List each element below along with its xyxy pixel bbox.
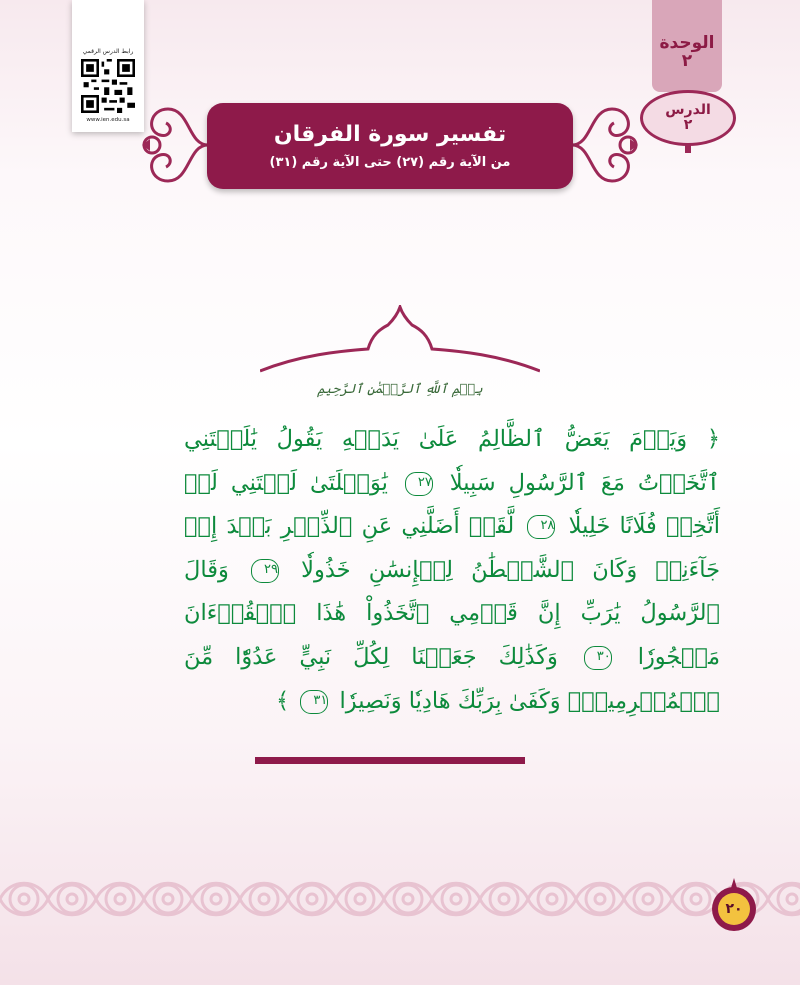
basmala: بِسۡمِ ٱللَّهِ ٱلرَّحۡمَٰنِ ٱلرَّحِيمِ — [317, 382, 483, 397]
quran-verses — [184, 418, 720, 723]
unit-number: ٢ — [681, 51, 693, 71]
lesson-badge-pin — [685, 145, 691, 153]
verse-31: وَكَذَٰلِكَ جَعَلۡنَا لِكُلِّ نَبِيٍّ عَدُوّٗا مِّنَ ٱلۡمُجۡرِمِينَۗ وَكَفَىٰ بِرَبِّكَ هَادِيٗا وَنَصِيرٗا — [184, 643, 720, 714]
unit-label: الوحدة — [659, 33, 715, 53]
ayah-number-31: ٣١ — [300, 690, 328, 714]
digital-lesson-qr-card[interactable] — [72, 0, 144, 132]
page-number-badge — [712, 887, 756, 931]
verse-28: يَٰوَيۡلَتَىٰ لَيۡتَنِي لَمۡ أَتَّخِذۡ فُلَانًا خَلِيلٗا — [184, 469, 721, 540]
right-ornament-icon — [570, 95, 642, 195]
page-title: تفسير سورة الفرقان — [273, 122, 507, 147]
ayah-number-28: ٢٨ — [527, 515, 555, 539]
ayah-number-30: ٣٠ — [584, 646, 612, 670]
lesson-label: الدرس — [665, 102, 711, 118]
page-subtitle: من الآية رقم (٢٧) حتى الآية رقم (٣١) — [269, 155, 511, 170]
quran-close-bracket: ﴾ — [276, 687, 290, 714]
qr-code-icon[interactable] — [81, 59, 135, 113]
verse-27: وَيَوۡمَ يَعَضُّ ٱلظَّالِمُ عَلَىٰ يَدَيۡهِ يَقُولُ يَٰلَيۡتَنِي ٱتَّخَذۡتُ مَعَ ٱلرَّسُولِ سَبِيلٗا — [184, 426, 720, 496]
qr-title: رابط الدرس الرقمي — [82, 48, 134, 55]
lesson-number: ٢ — [683, 117, 693, 133]
lesson-title-banner — [207, 103, 573, 189]
arch-ornament-icon — [260, 305, 540, 375]
decorative-border-icon — [0, 868, 800, 930]
verse-30: وَقَالَ ٱلرَّسُولُ يَٰرَبِّ إِنَّ قَوۡمِي ٱتَّخَذُواْ هَٰذَا ٱلۡقُرۡءَانَ مَهۡجُورٗا — [184, 556, 721, 670]
qr-url: www.ien.edu.sa — [86, 117, 130, 123]
page-number: ٢٠ — [718, 893, 750, 925]
verse-29: لَّقَدۡ أَضَلَّنِي عَنِ ٱلذِّكۡرِ بَعۡدَ إِذۡ جَآءَنِيۗ وَكَانَ ٱلشَّيۡطَٰنُ لِلۡإِنسَٰنِ خَذُولٗا — [184, 513, 721, 583]
left-ornament-icon — [138, 95, 210, 195]
ayah-number-29: ٢٩ — [251, 559, 279, 583]
section-divider — [255, 757, 525, 764]
quran-open-bracket: ﴿ — [706, 426, 720, 452]
unit-tab — [652, 0, 722, 92]
ayah-number-27: ٢٧ — [405, 472, 433, 496]
lesson-badge — [640, 90, 736, 146]
